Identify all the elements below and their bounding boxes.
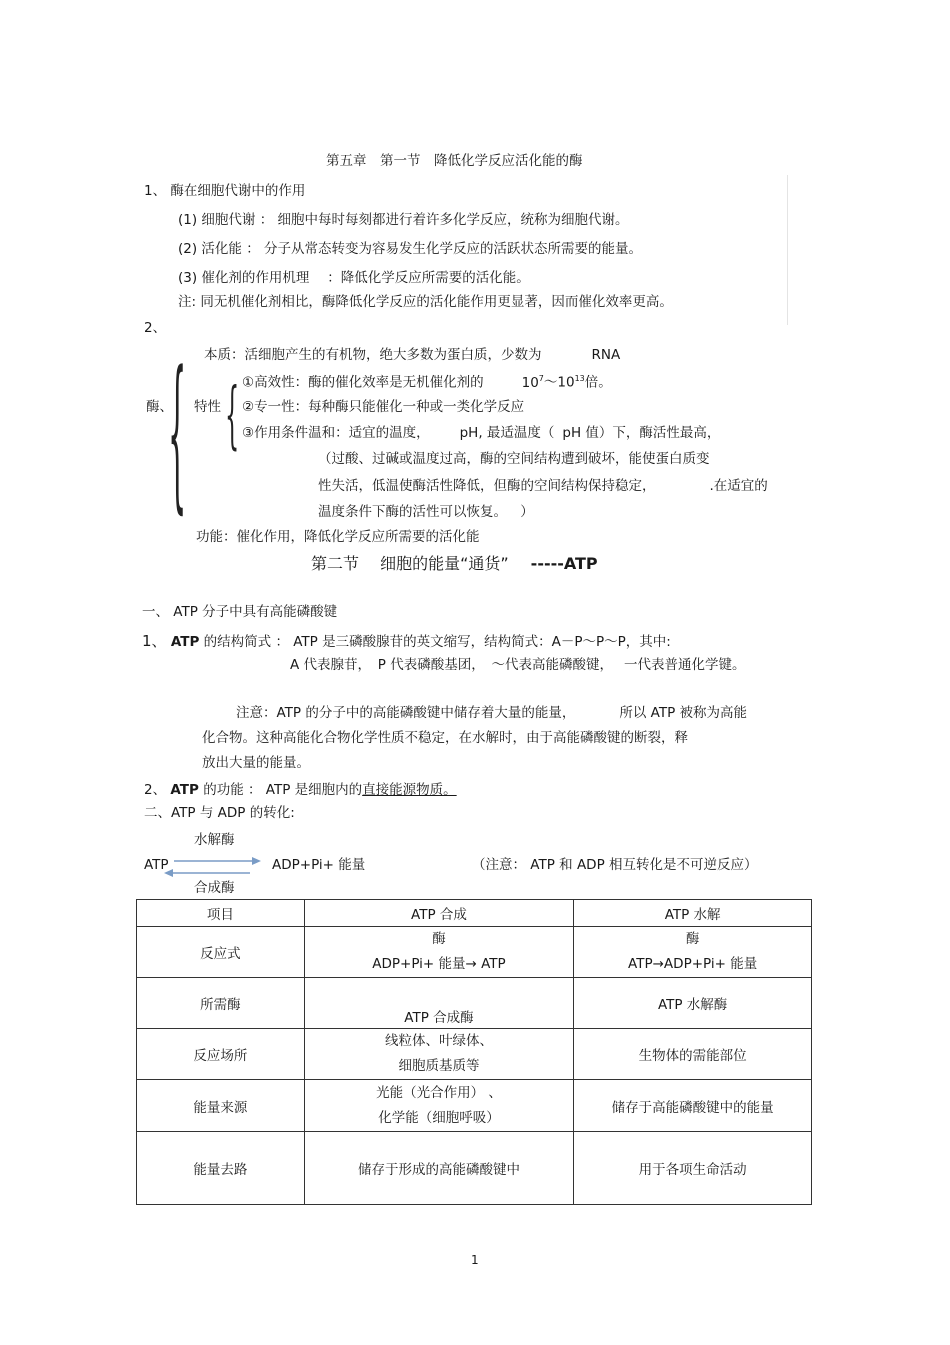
table-row — [137, 1132, 812, 1205]
atp-comparison-table — [136, 899, 812, 1205]
synthesis-energy-destination: 储存于形成的高能磷酸键中 — [304, 1132, 574, 1205]
paren-line-2: 性失活，低温使酶活性降低，但酶的空间结构保持稳定， .在适宜的 — [318, 478, 768, 494]
row-label: 反应式 — [137, 927, 305, 978]
section2-heading-1: 一、 ATP 分子中具有高能磷酸键 — [142, 604, 338, 620]
row-label: 所需酶 — [137, 978, 305, 1029]
header-item: 项目 — [137, 900, 305, 927]
atp-function-line: 2、 ATP 的功能 ： ATP 是细胞内的直接能源物质。 — [144, 782, 457, 798]
heading-2: 2、 — [144, 320, 167, 336]
hydrolysis-enzyme: ATP 水解酶 — [574, 978, 812, 1029]
definition-metabolism: (1) 细胞代谢 ： 细胞中每时每刻都进行着许多化学反应，统称为细胞代谢。 — [178, 212, 629, 228]
table-row — [137, 1029, 812, 1080]
chapter-title: 第五章 第一节 降低化学反应活化能的酶 — [326, 153, 583, 169]
hydrolysis-equation: 酶 ATP→ADP+Pi+ 能量 — [574, 927, 812, 978]
margin-rule — [787, 175, 788, 325]
trait-mild-conditions: ③作用条件温和：适宜的温度， pH, 最适温度（ pH 值）下，酶活性最高， — [242, 425, 721, 441]
atp-structure-legend: A 代表腺苷， P 代表磷酸基团， ～代表高能磷酸键， 一代表普通化学键。 — [290, 657, 746, 673]
paren-line-1: （过酸、过碱或温度过高，酶的空间结构遭到破坏，能使蛋白质变 — [318, 451, 710, 467]
enzyme-nature: 本质：活细胞产生的有机物，绝大多数为蛋白质，少数为 RNA — [204, 347, 621, 363]
atp-structure-line: 1、 ATP 的结构简式 ： ATP 是三磷酸腺苷的英文缩写，结构简式：A－P～P～P，其中: — [142, 632, 671, 650]
synthesis-enzyme: ATP 合成酶 — [304, 978, 574, 1029]
definition-activation-energy: (2) 活化能 ： 分子从常态转变为容易发生化学反应的活跃状态所需要的能量。 — [178, 241, 642, 257]
synthesis-energy-source: 光能（光合作用） 、 化学能（细胞呼吸） — [304, 1080, 574, 1132]
conversion-arrows — [162, 855, 262, 879]
row-label: 能量来源 — [137, 1080, 305, 1132]
section2-title: 第二节 细胞的能量“通货” -----ATP — [311, 554, 598, 573]
table-row — [137, 978, 812, 1029]
definition-catalyst-mechanism: (3) 催化剂的作用机理 ：降低化学反应所需要的活化能。 — [178, 270, 530, 286]
trait-label: 特性 — [194, 399, 221, 415]
synthase-label: 合成酶 — [194, 880, 235, 896]
header-hydrolysis: ATP 水解 — [574, 900, 812, 927]
paren-line-3: 温度条件下酶的活性可以恢复。 ） — [318, 504, 534, 520]
table-row — [137, 1080, 812, 1132]
hydrolysis-energy-source: 储存于高能磷酸键中的能量 — [574, 1080, 812, 1132]
table-header-row — [137, 900, 812, 927]
enzyme-label: 酶、 — [146, 399, 173, 415]
note-catalyst: 注: 同无机催化剂相比，酶降低化学反应的活化能作用更显著，因而催化效率更高。 — [178, 294, 673, 310]
atp-note-line-2: 化合物。这种高能化合物化学性质不稳定，在水解时，由于高能磷酸键的断裂，释 — [202, 730, 688, 746]
inner-brace: { — [225, 372, 240, 458]
enzyme-function: 功能：催化作用，降低化学反应所需要的活化能 — [196, 529, 480, 545]
outer-brace: { — [168, 342, 187, 531]
synthesis-equation: 酶 ADP+Pi+ 能量→ ATP — [304, 927, 574, 978]
header-synthesis: ATP 合成 — [304, 900, 574, 927]
table-row — [137, 927, 812, 978]
conversion-remark: （注意： ATP 和 ADP 相互转化是不可逆反应） — [472, 857, 758, 873]
trait-specificity: ②专一性：每种酶只能催化一种或一类化学反应 — [242, 399, 525, 415]
hydrolysis-site: 生物体的需能部位 — [574, 1029, 812, 1080]
atp-term: ATP — [144, 857, 169, 873]
atp-note-line-1: 注意：ATP 的分子中的高能磷酸键中储存着大量的能量， 所以 ATP 被称为高能 — [236, 705, 748, 721]
hydrolase-label: 水解酶 — [194, 832, 235, 848]
row-label: 反应场所 — [137, 1029, 305, 1080]
section2-heading-2: 二、ATP 与 ADP 的转化: — [144, 805, 295, 821]
row-label: 能量去路 — [137, 1132, 305, 1205]
adp-term: ADP+Pi+ 能量 — [272, 857, 366, 873]
hydrolysis-energy-destination: 用于各项生命活动 — [574, 1132, 812, 1205]
page-number: 1 — [471, 1253, 479, 1267]
synthesis-site: 线粒体、叶绿体、 细胞质基质等 — [304, 1029, 574, 1080]
trait-high-efficiency: ①高效性：酶的催化效率是无机催化剂的 $10^7\sim 10^{13}$倍。 — [242, 374, 612, 391]
atp-note-line-3: 放出大量的能量。 — [202, 755, 310, 771]
heading-1: 1、 酶在细胞代谢中的作用 — [144, 183, 306, 199]
